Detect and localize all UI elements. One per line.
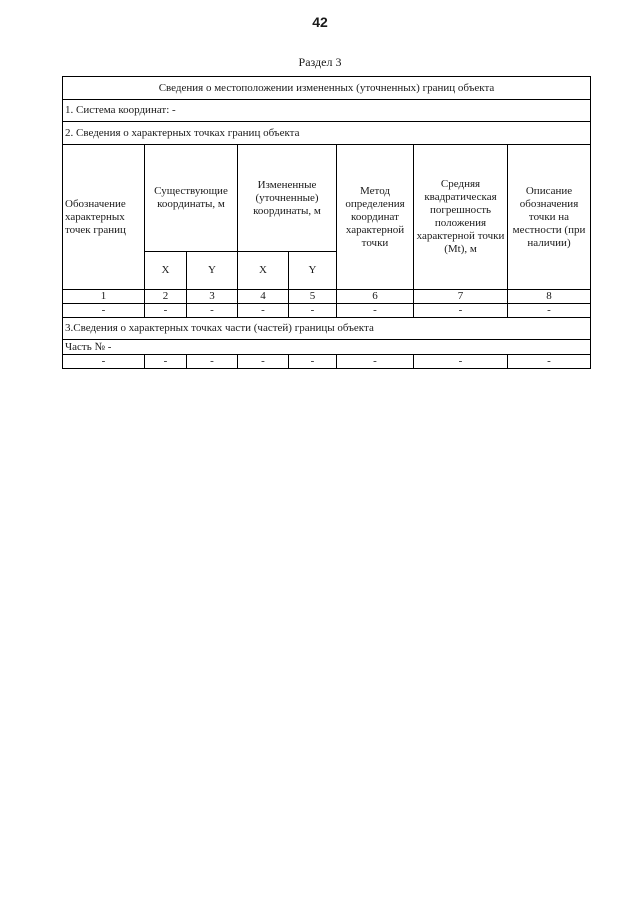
part-heading-row: 3.Сведения о характерных точках части (частей) границы объекта [63, 318, 591, 340]
table-cell: - [508, 355, 591, 369]
column-number: 6 [337, 290, 414, 304]
column-number: 7 [414, 290, 508, 304]
section-title: Раздел 3 [298, 55, 342, 69]
table-cell: - [289, 355, 337, 369]
header-method: Метод определения координат характерной точки [337, 145, 414, 290]
column-number: 3 [187, 290, 238, 304]
table-cell: - [63, 304, 145, 318]
table-row [63, 355, 591, 369]
column-number: 2 [145, 290, 187, 304]
table-cell: - [187, 355, 238, 369]
subheader-changed-y: Y [289, 252, 337, 290]
table-cell: - [63, 355, 145, 369]
header-existing-coords: Существующие координаты, м [145, 145, 238, 252]
subheader-existing-y: Y [187, 252, 238, 290]
table-cell: - [289, 304, 337, 318]
table-cell: - [414, 355, 508, 369]
header-designation: Обозначение характерных точек границ [63, 145, 145, 290]
table-cell: - [337, 304, 414, 318]
subheader-existing-x: X [145, 252, 187, 290]
table-cell: - [187, 304, 238, 318]
column-number: 8 [508, 290, 591, 304]
table-cell: - [238, 355, 289, 369]
table-row [63, 304, 591, 318]
column-numbers-row [63, 290, 591, 304]
table-cell: - [145, 355, 187, 369]
table-cell: - [145, 304, 187, 318]
coord-system-row: 1. Система координат: - [63, 100, 591, 122]
table-cell: - [508, 304, 591, 318]
header-description: Описание обозначения точки на местности (при наличии) [508, 145, 591, 290]
page-number: 42 [312, 14, 328, 30]
subheader-changed-x: X [238, 252, 289, 290]
part-label-row: Часть № - [63, 340, 591, 355]
boundary-table [62, 76, 591, 369]
table-cell: - [414, 304, 508, 318]
table-title: Сведения о местоположении измененных (уточненных) границ объекта [63, 77, 591, 100]
table-cell: - [238, 304, 289, 318]
column-number: 4 [238, 290, 289, 304]
table-cell: - [337, 355, 414, 369]
points-heading-row: 2. Сведения о характерных точках границ объекта [63, 122, 591, 145]
header-changed-coords: Измененные (уточненные) координаты, м [238, 145, 337, 252]
column-number: 1 [63, 290, 145, 304]
header-error: Средняя квадратическая погрешность положения характерной точки (Mt), м [414, 145, 508, 290]
column-number: 5 [289, 290, 337, 304]
